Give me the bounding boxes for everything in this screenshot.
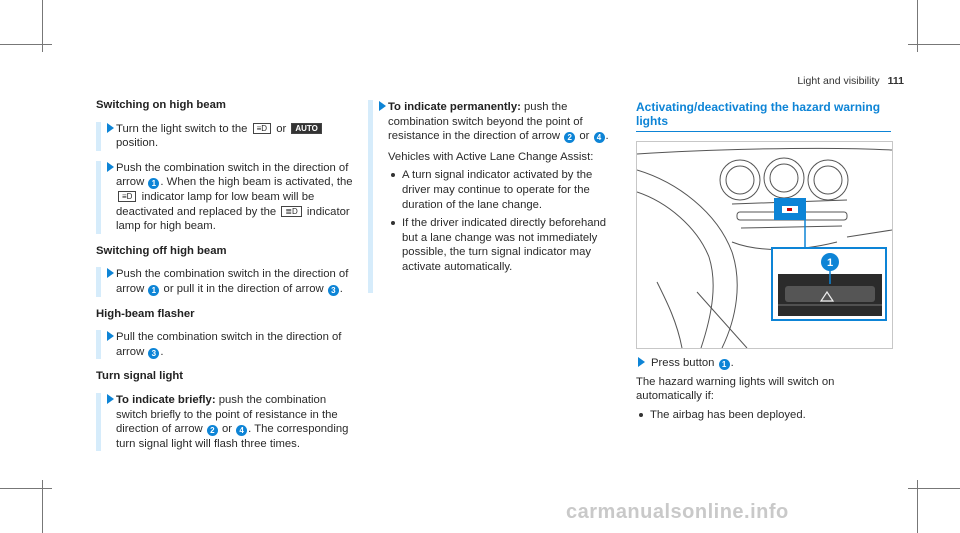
callout-2-icon: 2 [207,425,218,436]
callout-3-icon: 3 [328,285,339,296]
paragraph: Vehicles with Active Lane Change Assist: [388,150,594,163]
step: Pull the combination switch in the direction of arrow 3 . [96,330,354,359]
step: Push the combination switch in the direction of arrow 1 or pull it in the direction of arrow 3 . [96,267,354,296]
arrow-icon [107,123,114,133]
heading-switch-on-high-beam: Switching on high beam [96,99,226,111]
bullet-list [636,408,891,423]
step: Push the combination switch in the direction of arrow 1 . When the high beam is activated, the ≡D indicator lamp for low beam will be deactivated and replaced by the ≣D indicator lamp for high beam. [96,161,354,234]
crop-mark [0,488,52,489]
high-beam-icon: ≣D [281,206,301,217]
callout-2-icon: 2 [564,132,575,143]
list-item: The airbag has been deployed. [636,408,891,423]
arrow-icon [107,268,114,278]
step: To indicate briefly: push the combination switch briefly to the point of resistance in the direction of arrow 2 or 4 . The corresponding turn signal light will flash three times. [96,393,354,451]
section-title: Light and visibility [797,75,880,87]
crop-mark [917,480,918,533]
crop-mark [42,0,43,52]
page-header [797,74,904,89]
arrow-icon [107,394,114,404]
arrow-icon [107,331,114,341]
callout-1-icon: 1 [148,178,159,189]
crop-mark [908,44,960,45]
column-3 [636,100,891,132]
crop-mark [908,488,960,489]
step: Press button 1 . [636,356,891,371]
callout-3-icon: 3 [148,348,159,359]
callout-4-icon: 4 [594,132,605,143]
step: Turn the light switch to the ≡D or AUTO position. [96,122,354,151]
crop-mark [917,0,918,52]
low-beam-icon: ≡D [253,123,271,134]
heading-high-beam-flasher: High-beam flasher [96,307,195,320]
low-beam-icon: ≡D [118,191,136,202]
column-2 [368,100,623,303]
watermark: carmanualsonline.info [566,501,789,523]
auto-light-icon: AUTO [291,123,322,134]
crop-mark [42,480,43,533]
crop-mark [0,44,52,45]
callout-1-icon: 1 [148,285,159,296]
hazard-instructions [636,356,891,426]
list-item: If the driver indicated directly beforehand but a lane change was not immediately possible, the turn signal indicator may activate automatically. [388,216,623,274]
callout-4-icon: 4 [236,425,247,436]
heading-turn-signal-light: Turn signal light [96,370,184,383]
arrow-icon [379,101,386,111]
dashboard-figure [636,141,893,349]
arrow-icon [107,162,114,172]
figure-callout-label: 1 [826,257,834,269]
callout-1-icon: 1 [719,359,730,370]
heading-switch-off-high-beam: Switching off high beam [96,244,227,257]
section-heading: Activating/deactivating the hazard warning lights [636,100,891,132]
column-1 [96,98,354,461]
page-number: 111 [887,75,904,87]
arrow-icon [638,357,645,367]
dashboard-illustration [637,142,892,348]
step: To indicate permanently: push the combination switch beyond the point of resistance in the direction of arrow 2 or 4 . Vehicles with Active Lane Change Assist: A turn signal indicator activated by the driver may continue to operate for the duration of the lane change. If the driver indicated directly beforehand but a lane change was not immediately possible, the turn signal indicator may activate automatically. [368,100,623,293]
bullet-list [388,168,623,274]
paragraph: The hazard warning lights will switch on automatically if: [636,375,835,403]
list-item: A turn signal indicator activated by the driver may continue to operate for the duration of the lane change. [388,168,623,212]
